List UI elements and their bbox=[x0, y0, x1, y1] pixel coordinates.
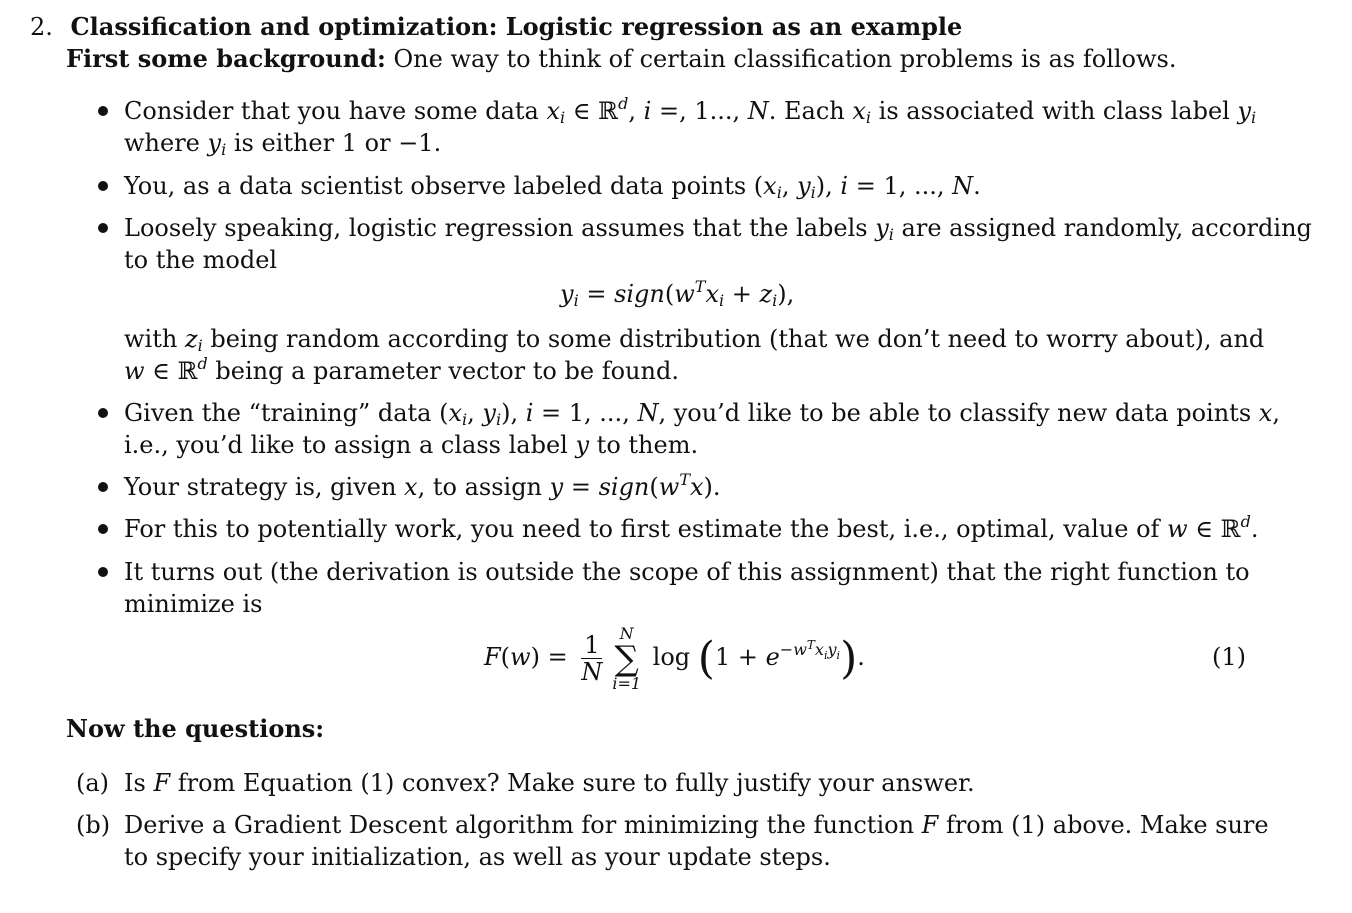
bullet-7-line-1: It turns out (the derivation is outside the scope of this assignment) that the right function to bbox=[124, 558, 1250, 586]
intro-label: First some background: bbox=[66, 44, 386, 73]
bullet-3-line-1: Loosely speaking, logistic regression assumes that the labels $y_i$ are assigned randomly, according bbox=[124, 214, 1312, 244]
bullet-3-line-2: to the model bbox=[124, 246, 278, 274]
question-b-line-2: to specify your initialization, as well as your update steps. bbox=[124, 843, 831, 871]
question-a-text: Is F from Equation (1) convex? Make sure to fully justify your answer. bbox=[124, 769, 975, 797]
questions-label: Now the questions: bbox=[66, 714, 325, 743]
exponent: −wTxiyi bbox=[779, 638, 841, 662]
bullet-4-line-2: i.e., you’d like to assign a class label y to them. bbox=[124, 431, 699, 459]
bullet-2-line-1: You, as a data scientist observe labeled data points ($x_i$, $y_i$), i = 1, ..., N. bbox=[124, 172, 981, 202]
bullet-1-line-1: Consider that you have some data $x_i$ ∈ ℝ$^d$, i =, 1..., N. Each $x_i$ is associated with class label $y_i$ bbox=[124, 94, 1257, 127]
bullet-3-line-4: w ∈ ℝ$^d$ being a parameter vector to be found. bbox=[124, 354, 679, 385]
fraction: $\frac{1}{N}$ bbox=[581, 631, 603, 686]
section-title: Classification and optimization: Logistic regression as an example bbox=[70, 12, 963, 41]
bullet-marker bbox=[98, 106, 108, 116]
model-equation: $y_i$ = $sign(w^Tx_i + z_i)$, bbox=[560, 277, 795, 310]
question-a-marker: (a) bbox=[76, 769, 110, 797]
section-number: 2. bbox=[30, 13, 53, 41]
section-heading bbox=[30, 12, 962, 42]
bullet-3-line-3: with $z_i$ being random according to some distribution (that we don’t need to worry about), and bbox=[124, 325, 1265, 355]
bullet-marker bbox=[98, 482, 108, 492]
question-b-line-1: Derive a Gradient Descent algorithm for minimizing the function F from (1) above. Make sure bbox=[124, 811, 1269, 839]
intro-paragraph bbox=[66, 44, 1176, 74]
summation: N ∑ i=1 bbox=[612, 623, 642, 693]
bullet-4-line-1: Given the “training” data ($x_i$, $y_i$), i = 1, ..., N, you’d like to be able to classify new data points x, bbox=[124, 399, 1280, 429]
bullet-1-line-2: where $y_i$ is either 1 or −1. bbox=[124, 129, 442, 159]
bullet-5-line-1: Your strategy is, given x, to assign $y = sign(w^Tx)$. bbox=[124, 470, 721, 501]
bullet-7-line-2: minimize is bbox=[124, 590, 263, 618]
bullet-marker bbox=[98, 524, 108, 534]
objective-equation: F(w) = $\frac{1}{N}$ N ∑ i=1 $\log (1 + e^{-w^Tx_iy_i})$. bbox=[484, 623, 865, 693]
bullet-marker bbox=[98, 567, 108, 577]
question-b-marker: (b) bbox=[76, 811, 111, 839]
bullet-marker bbox=[98, 223, 108, 233]
bullet-marker bbox=[98, 408, 108, 418]
equation-number: (1) bbox=[1212, 643, 1246, 671]
bullet-marker bbox=[98, 181, 108, 191]
intro-text: One way to think of certain classification problems is as follows. bbox=[393, 45, 1177, 73]
bullet-6-line-1: For this to potentially work, you need to first estimate the best, i.e., optimal, value of w ∈ ℝ$^d$. bbox=[124, 512, 1259, 543]
